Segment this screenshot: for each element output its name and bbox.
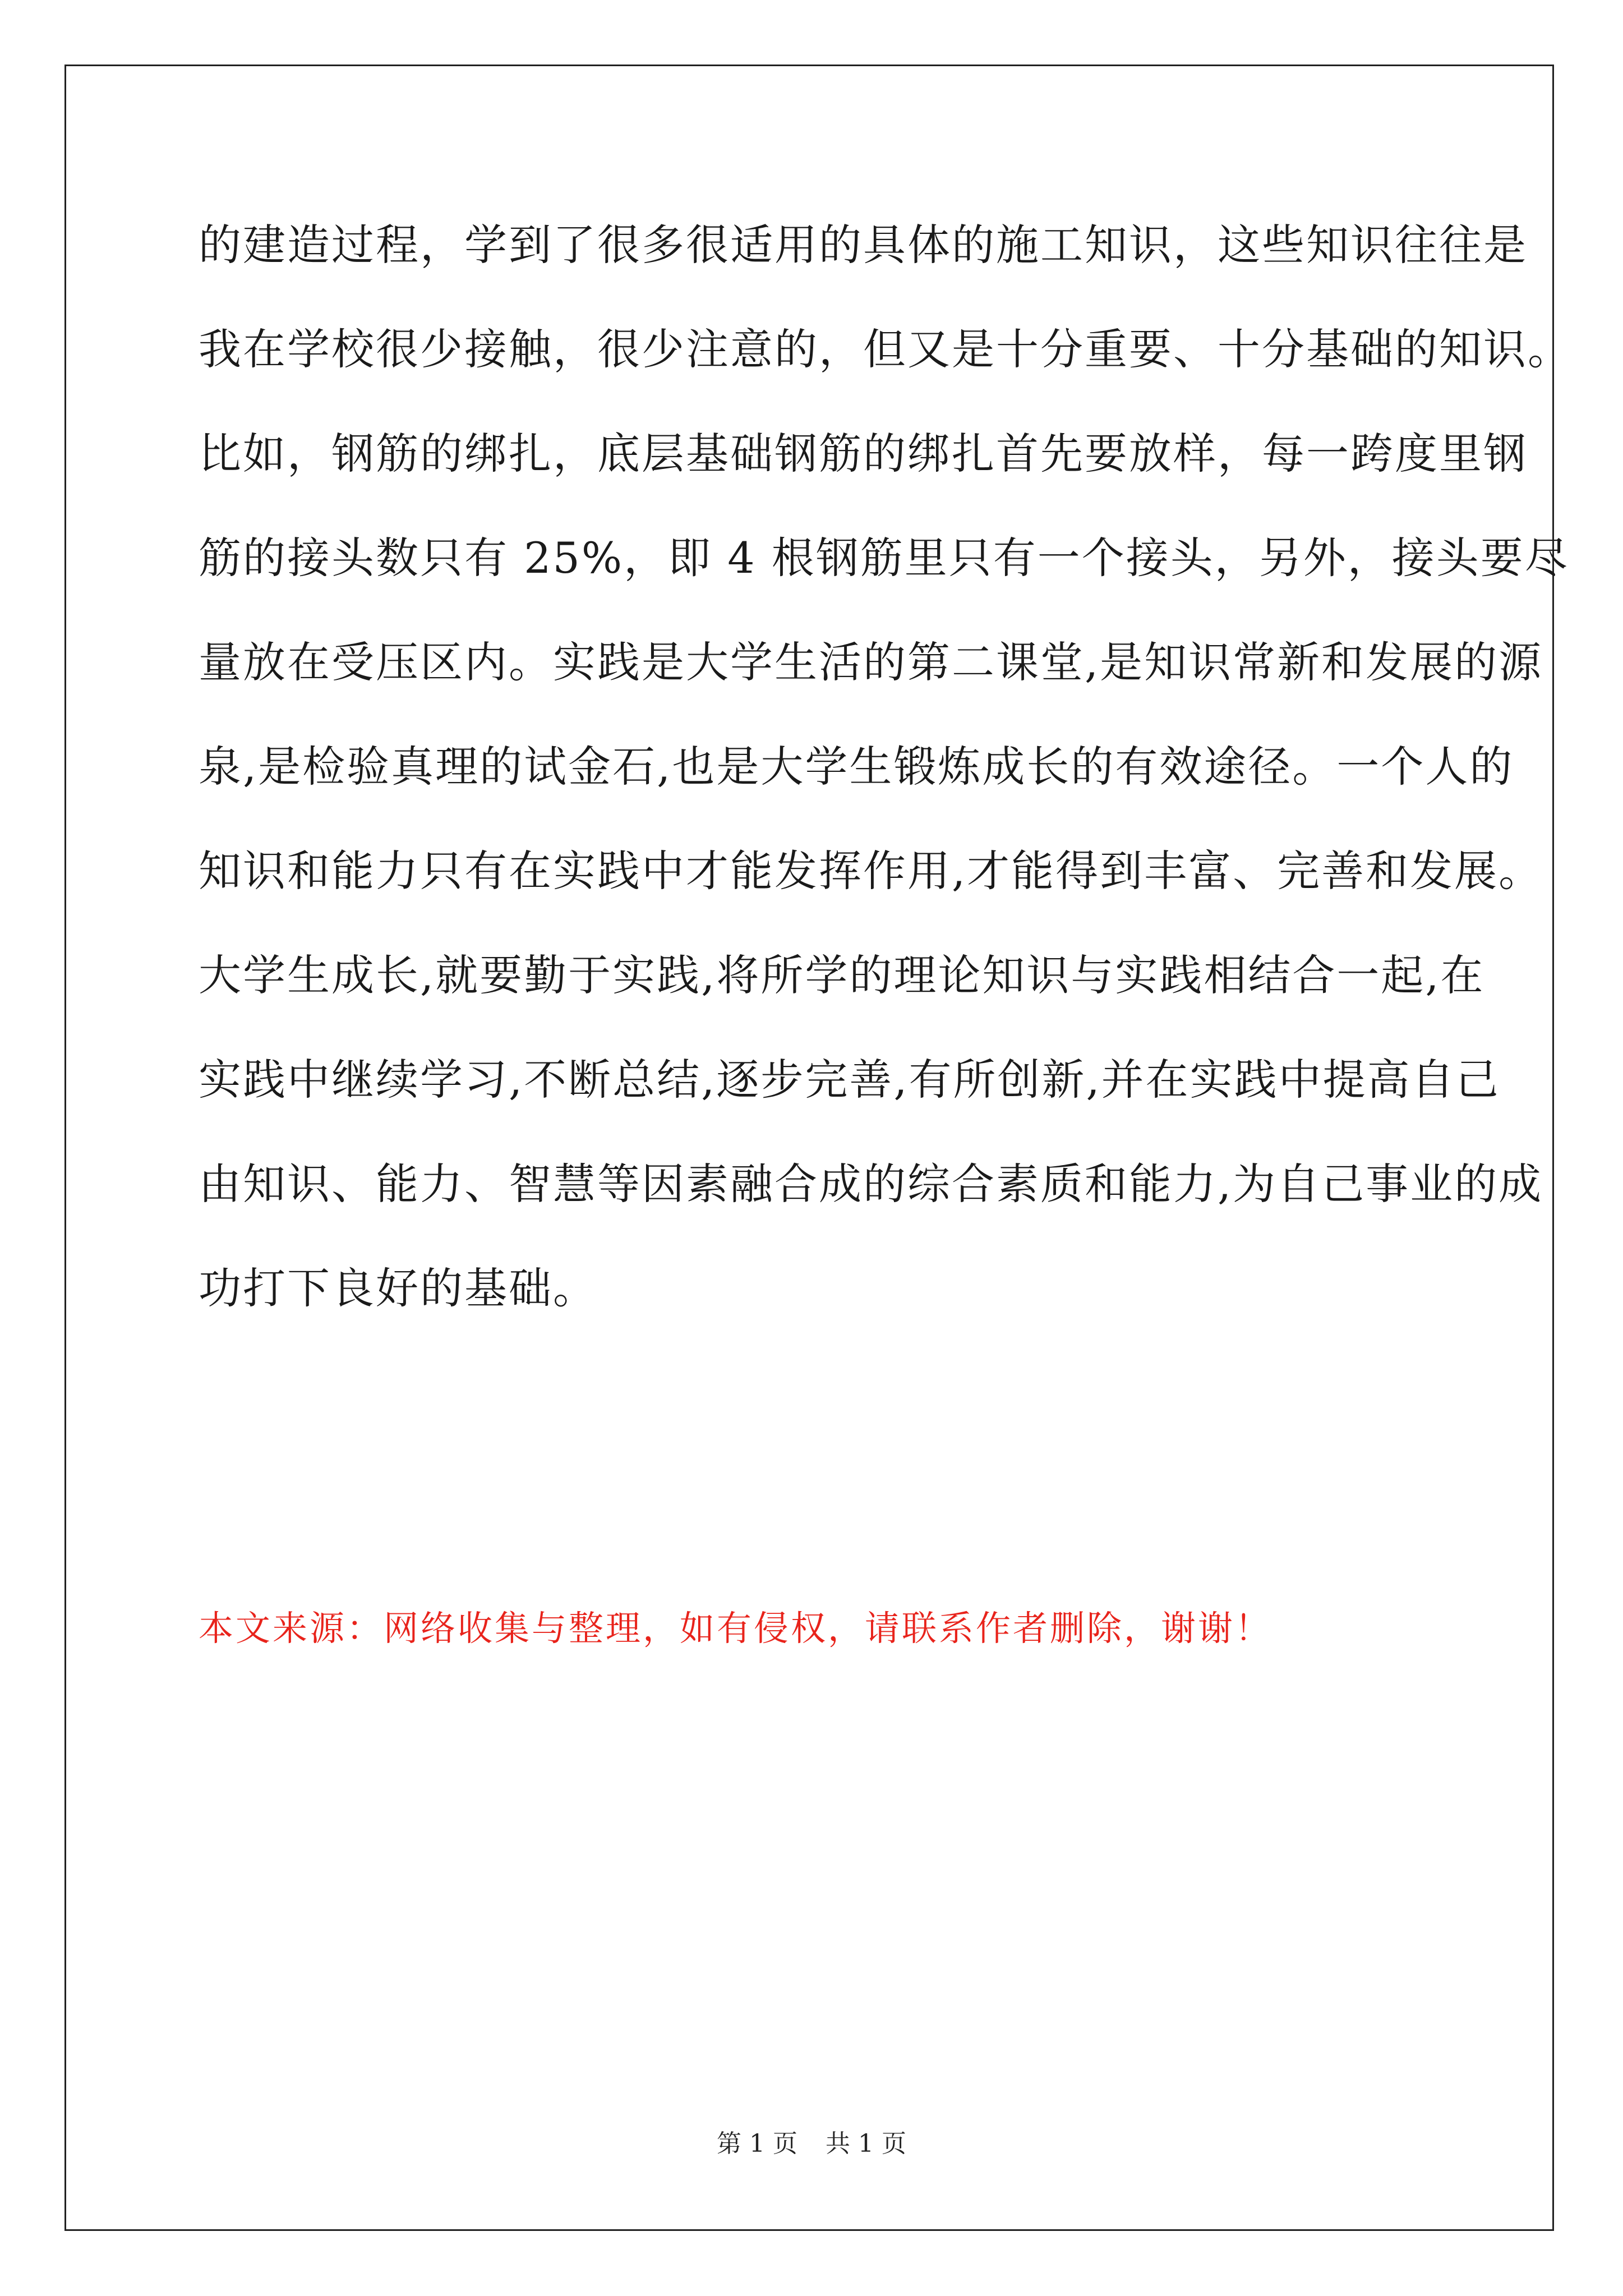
body-line: 我在学校很少接触，很少注意的，但又是十分重要、十分基础的知识。 (199, 324, 1572, 374)
body-line: 大学生成长,就要勤于实践,将所学的理论知识与实践相结合一起,在 (199, 950, 1485, 1000)
body-line: 由知识、能力、智慧等因素融合成的综合素质和能力,为自己事业的成 (199, 1159, 1543, 1209)
source-note: 本文来源：网络收集与整理，如有侵权，请联系作者删除，谢谢！ (199, 1608, 1272, 1649)
page-number-current: 第 1 页 (717, 2129, 797, 2158)
page-number-total: 共 1 页 (826, 2129, 906, 2158)
page-footer (0, 2127, 1623, 2161)
body-line: 实践中继续学习,不断总结,逐步完善,有所创新,并在实践中提高自己 (199, 1055, 1500, 1105)
body-line: 量放在受压区内。实践是大学生活的第二课堂,是知识常新和发展的源 (199, 637, 1543, 687)
body-line: 功打下良好的基础。 (199, 1263, 597, 1313)
body-line: 筋的接头数只有 25%，即 4 根钢筋里只有一个接头，另外，接头要尽 (199, 533, 1569, 583)
body-line: 的建造过程，学到了很多很适用的具体的施工知识，这些知识往往是 (199, 220, 1528, 270)
document-body (199, 212, 1572, 1360)
body-line: 泉,是检验真理的试金石,也是大学生锻炼成长的有效途径。一个人的 (199, 742, 1514, 792)
body-line: 知识和能力只有在实践中才能发挥作用,才能得到丰富、完善和发展。 (199, 846, 1543, 896)
body-line: 比如，钢筋的绑扎，底层基础钢筋的绑扎首先要放样，每一跨度里钢 (199, 429, 1528, 478)
